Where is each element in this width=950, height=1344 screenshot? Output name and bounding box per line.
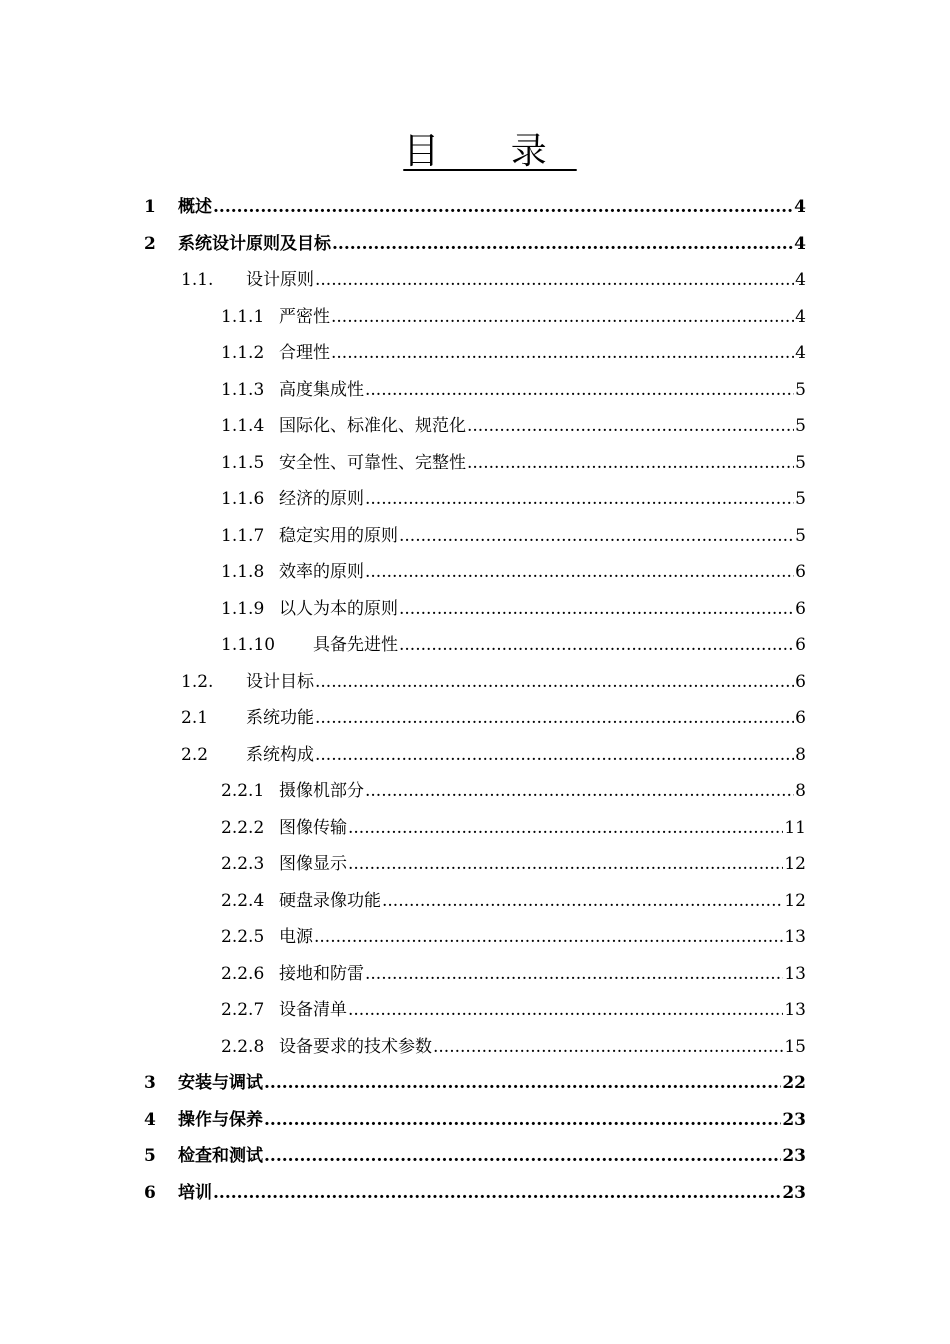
toc-entry-number: 1.1.10 [221,635,276,655]
toc-title-text: 目 录 [403,131,577,172]
toc-entry-title[interactable]: 培训 [178,1182,212,1203]
toc-entry[interactable] [181,700,806,736]
toc-entry-page-number: 11 [784,817,806,838]
toc-entry-number: 2.2.1 [221,781,265,801]
toc-entry[interactable] [144,1175,806,1211]
toc-entry-page-number: 23 [782,1182,806,1203]
toc-entry-title[interactable]: 电源 [279,927,313,947]
toc-entry-number: 2 [144,233,156,254]
toc-entry-number: 5 [144,1146,156,1166]
toc-entry-page-number: 12 [784,890,806,911]
toc-dot-leader [213,1175,781,1211]
toc-entry-page-number: 8 [795,781,806,801]
toc-entry-number: 1.1.8 [221,562,265,582]
toc-entry[interactable] [221,554,806,590]
toc-entry-page-number: 5 [795,452,806,473]
toc-entry-title[interactable]: 高度集成性 [279,379,364,400]
toc-entry[interactable] [144,189,806,225]
toc-entry[interactable] [221,810,806,846]
toc-entry-number: 1.1.1 [221,306,265,327]
toc-dot-leader [315,664,794,700]
toc-entry-title[interactable]: 概述 [178,197,212,217]
toc-entry[interactable] [221,956,806,992]
toc-entry-title[interactable]: 稳定实用的原则 [279,525,398,546]
toc-entry-page-number: 5 [795,416,806,436]
toc-dot-leader [467,408,794,444]
toc-entry[interactable] [221,518,806,554]
toc-entry-title[interactable]: 图像传输 [279,817,347,838]
toc-entry-title[interactable]: 严密性 [279,306,330,327]
toc-entry-number: 1.1.7 [221,525,265,546]
toc-entry-page-number: 6 [795,562,806,582]
toc-entry-title[interactable]: 图像显示 [279,854,347,874]
toc-entry[interactable] [221,992,806,1028]
toc-dot-leader [382,883,783,919]
toc-dot-leader [315,737,794,773]
toc-dot-leader [348,846,783,882]
toc-dot-leader [365,773,794,809]
toc-entry[interactable] [181,737,806,773]
toc-dot-leader [433,1029,783,1065]
toc-entry-number: 1 [144,197,156,217]
toc-dot-leader [331,299,794,335]
toc-entry-title[interactable]: 设备要求的技术参数 [279,1036,432,1057]
toc-entry-title[interactable]: 具备先进性 [313,635,398,655]
toc-dot-leader [331,335,794,371]
toc-entry[interactable] [221,445,806,481]
toc-entry-title[interactable]: 硬盘录像功能 [279,890,381,911]
toc-entry-page-number: 4 [794,197,806,217]
toc-entry-title[interactable]: 系统功能 [246,708,314,728]
toc-entry-page-number: 6 [795,671,806,692]
toc-entry-number: 2.2.2 [221,817,265,838]
toc-entry-page-number: 5 [795,525,806,546]
toc-entry[interactable] [144,1138,806,1174]
toc-entry-number: 2.2.6 [221,963,265,984]
toc-entry-number: 1.1.2 [221,343,265,363]
toc-entry-page-number: 8 [795,744,806,765]
toc-entry-number: 1.1.4 [221,416,265,436]
toc-entry-title[interactable]: 安装与调试 [178,1073,263,1093]
toc-entry-page-number: 13 [784,1000,806,1020]
toc-entry[interactable] [181,262,806,298]
toc-entry-page-number: 5 [795,489,806,509]
toc-dot-leader [315,700,794,736]
toc-entry-title[interactable]: 接地和防雷 [279,963,364,984]
toc-dot-leader [348,992,783,1028]
toc-dot-leader [332,226,793,262]
toc-entry-title[interactable]: 设备清单 [279,1000,347,1020]
toc-dot-leader [467,445,794,481]
toc-dot-leader [348,810,783,846]
toc-entry[interactable] [144,1102,806,1138]
toc-entry-page-number: 4 [794,233,806,254]
toc-title [0,128,950,176]
toc-entry-number: 1.1. [181,270,214,290]
toc-entry-title[interactable]: 设计原则 [246,270,314,290]
toc-entry-title[interactable]: 安全性、可靠性、完整性 [279,452,466,473]
toc-entry-title[interactable]: 摄像机部分 [279,781,364,801]
toc-dot-leader [365,372,794,408]
toc-entry-page-number: 4 [795,343,806,363]
toc-entry-title[interactable]: 检查和测试 [178,1146,263,1166]
toc-entry[interactable] [221,299,806,335]
toc-dot-leader [264,1065,781,1101]
toc-entry-number: 2.2.5 [221,927,265,947]
toc-entry-number: 1.1.6 [221,489,265,509]
toc-entry[interactable] [144,226,806,262]
toc-dot-leader [213,189,793,225]
toc-entry[interactable] [144,1065,806,1101]
toc-entry-page-number: 15 [784,1036,806,1057]
toc-entry-page-number: 23 [782,1109,806,1130]
toc-entry[interactable] [221,773,806,809]
toc-entry[interactable] [221,1029,806,1065]
toc-entry-page-number: 13 [784,963,806,984]
toc-dot-leader [264,1138,781,1174]
toc-entry[interactable] [221,481,806,517]
toc-entry-page-number: 6 [795,598,806,619]
toc-entry-page-number: 23 [782,1146,806,1166]
toc-entry-page-number: 4 [795,270,806,290]
toc-entry-title[interactable]: 系统构成 [246,744,314,765]
toc-entry[interactable] [221,883,806,919]
toc-entry-title[interactable]: 国际化、标准化、规范化 [279,416,466,436]
toc-entry-number: 2.2.3 [221,854,265,874]
toc-dot-leader [399,627,794,663]
toc-entry[interactable] [221,372,806,408]
toc-dot-leader [264,1102,781,1138]
toc-entry-page-number: 5 [795,379,806,400]
toc-entry[interactable] [221,919,806,955]
toc-entry-number: 2.2.7 [221,1000,265,1020]
toc-entry-page-number: 6 [795,708,806,728]
toc-entry-title[interactable]: 经济的原则 [279,489,364,509]
toc-entry[interactable] [221,591,806,627]
toc-entry-page-number: 6 [795,635,806,655]
toc-entry-page-number: 4 [795,306,806,327]
toc-dot-leader [365,481,794,517]
toc-entry-title[interactable]: 操作与保养 [178,1109,263,1130]
toc-entry-page-number: 12 [784,854,806,874]
toc-entry-page-number: 13 [784,927,806,947]
toc-dot-leader [399,518,794,554]
toc-entry[interactable] [221,335,806,371]
toc-entry-title[interactable]: 系统设计原则及目标 [178,233,331,254]
toc-entry-number: 1.1.5 [221,452,265,473]
toc-dot-leader [365,554,794,590]
toc-entry-title[interactable]: 设计目标 [246,671,314,692]
toc-entry-number: 6 [144,1182,156,1203]
toc-dot-leader [315,262,794,298]
toc-entry[interactable] [221,846,806,882]
toc-entry-title[interactable]: 以人为本的原则 [279,598,398,619]
toc-dot-leader [365,956,783,992]
toc-entry-page-number: 22 [782,1073,806,1093]
toc-entry-number: 4 [144,1109,156,1130]
toc-entry-number: 3 [144,1073,156,1093]
toc-entry[interactable] [221,408,806,444]
toc-dot-leader [399,591,794,627]
toc-entry[interactable] [181,664,806,700]
toc-entry-title[interactable]: 效率的原则 [279,562,364,582]
toc-dot-leader [314,919,783,955]
toc-entry-number: 1.1.3 [221,379,265,400]
toc-entry-title[interactable]: 合理性 [279,343,330,363]
toc-entry-number: 2.1 [181,708,209,728]
toc-entry-number: 2.2 [181,744,209,765]
toc-entry-number: 2.2.8 [221,1036,265,1057]
toc-entry-number: 2.2.4 [221,890,265,911]
toc-entry-number: 1.1.9 [221,598,265,619]
toc-entry[interactable] [221,627,806,663]
toc-entry-number: 1.2. [181,671,214,692]
